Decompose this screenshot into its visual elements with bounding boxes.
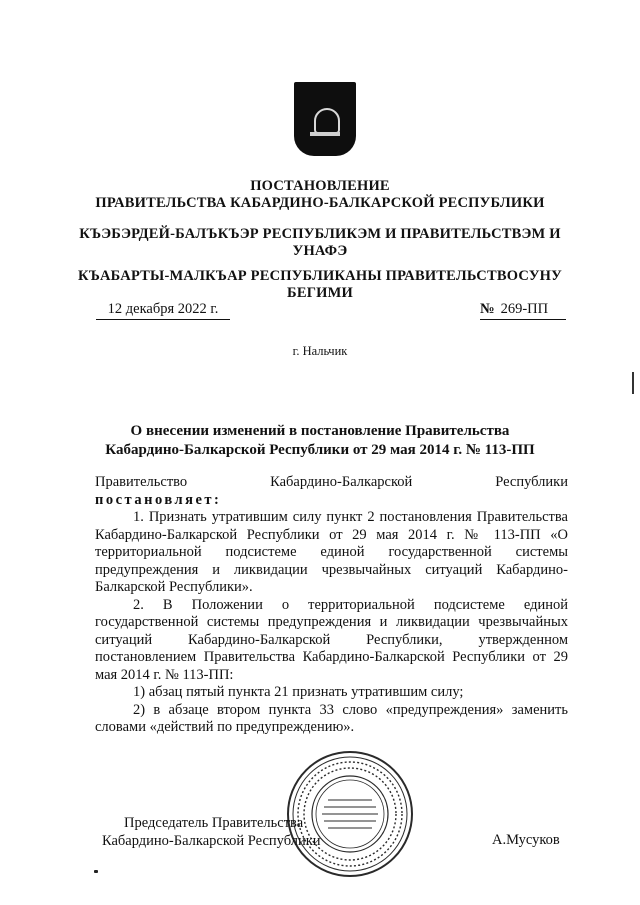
subitem-2: 2) в абзаце втором пункта 33 слово «предупреждения» заменить словами «действий по предупреждению». [95,701,568,735]
decree-date: 12 декабря 2022 г. [96,301,230,320]
position-line2: Кабардино-Балкарской Республики [102,833,321,849]
issuer-kbd-line1: КЪЭБЭРДЕЙ-БАЛЪКЪЭР РЕСПУБЛИКЭМ И ПРАВИТЕЛЬСТВЭМ И [79,226,561,242]
issuer-krc-line1: КЪАБАРТЫ-МАЛКЪАР РЕСПУБЛИКАНЫ ПРАВИТЕЛЬСТВОСУНУ [78,268,562,284]
decree-body [95,474,568,737]
item-1: 1. Признать утратившим силу пункт 2 постановления Правительства Кабардино-Балкарской Республики от 29 мая 2014 г. № 113-ПП «О территориальной подсистеме единой государственной системы предупреждения и ликвидации чрезвычайных ситуаций Кабардино-Балкарской Республики». [95,509,568,595]
issuer-kbd-line2: УНАФЭ [292,243,348,259]
number-label: № [480,301,495,317]
emblem-base-icon [310,132,340,136]
scan-mark [94,870,98,873]
decree-number [480,301,566,320]
title-line2: Кабардино-Балкарской Республики от 29 мая 2014 г. № 113-ПП [105,442,535,458]
margin-mark [632,372,634,394]
subitem-1: 1) абзац пятый пункта 21 признать утратившим силу; [133,684,464,700]
emblem-crown-icon [314,108,340,134]
doc-type: ПОСТАНОВЛЕНИЕ [250,178,390,194]
position-line1: Председатель Правительства [124,815,304,831]
title-line1: О внесении изменений в постановление Правительства [130,423,510,439]
issuer-ru: ПРАВИТЕЛЬСТВА КАБАРДИНО-БАЛКАРСКОЙ РЕСПУБЛИКИ [95,195,545,211]
signatory-position [102,814,321,850]
item-2: 2. В Положении о территориальной подсистеме единой государственной системы предупреждения и ликвидации чрезвычайных ситуаций Кабардино-Балкарской Республики, утвержденном постановлением Правительства Кабардино-Балкарской Республики от 29 мая 2014 г. № 113-ПП: [95,596,568,683]
decree-word: постановляет: [95,491,222,508]
issuer-krc-line2: БЕГИМИ [287,285,353,301]
preamble: Правительство Кабардино-Балкарской Республики [95,474,568,490]
number-value: 269-ПП [500,301,549,317]
city: г. Нальчик [292,344,348,358]
coat-of-arms-emblem [294,82,356,156]
signatory-name: А.Мусуков [492,832,560,848]
decree-title [0,422,640,460]
